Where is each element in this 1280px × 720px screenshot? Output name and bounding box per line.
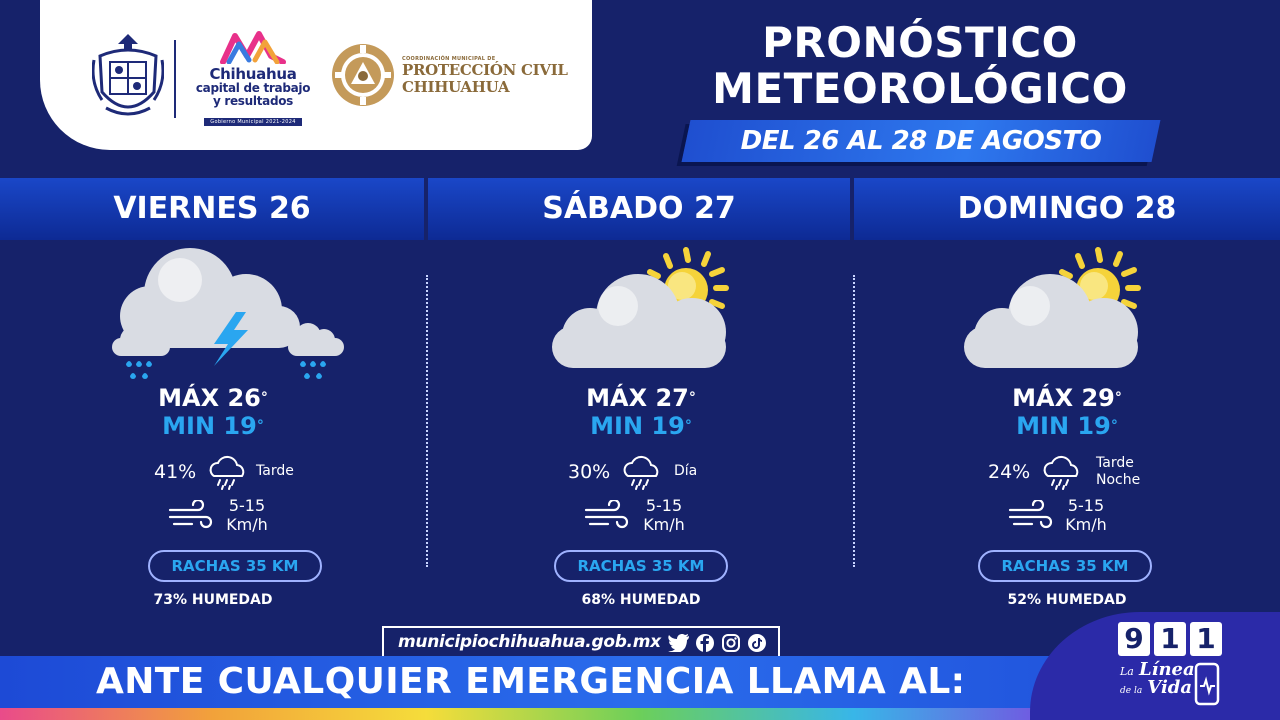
temp-max: MÁX 29° [1012,384,1122,412]
phone-icon [1192,662,1222,706]
rain-row [0,452,426,492]
twitter-icon[interactable] [668,634,690,652]
gusts-badge: RACHAS 35 KM [148,550,322,582]
pc-line-2: CHIHUAHUA [402,78,510,96]
website-box[interactable] [382,626,780,658]
chihuahua-mountains-icon [219,30,287,64]
chihuahua-name: Chihuahua [209,65,297,83]
wind-icon [168,500,214,532]
temp-max: MÁX 26° [158,384,268,412]
rain-row [428,452,854,492]
wind-row [428,494,854,538]
rain-time: Tarde [256,463,294,479]
rain-cloud-icon [620,454,664,490]
gusts-badge: RACHAS 35 KM [554,550,728,582]
humidity: 68% HUMEDAD [581,592,701,608]
wind-speed: 5-15 Km/h [226,496,268,534]
logo-panel [40,0,592,150]
digit-1: 1 [1190,622,1222,656]
wind-speed: 5-15 Km/h [1065,496,1107,534]
chihuahua-tagline-1: capital de trabajo [195,81,311,95]
rain-percent: 41% [154,461,197,483]
rain-time: Día [674,463,698,479]
title-line-1: PRONÓSTICO [762,18,1078,67]
day-column-viernes [0,240,426,630]
pc-small-label: COORDINACIÓN MUNICIPAL DE [402,56,496,62]
temp-min: MIN 19° [1016,412,1118,440]
day-column-domingo [854,240,1280,630]
day-header-viernes: VIERNES 26 [0,178,424,240]
proteccion-civil-text [402,56,592,96]
linea-vida-text: La Línea de la Vida [1120,659,1195,698]
partly-cloudy-icon [854,240,1280,390]
wind-row [0,494,426,538]
website-link[interactable]: municipiochihuahua.gob.mx [398,632,661,652]
pc-line-1: PROTECCIÓN CIVIL [402,61,568,79]
rain-cloud-icon [1040,454,1084,490]
temp-min: MIN 19° [590,412,692,440]
chihuahua-gov: Gobierno Municipal 2021-2024 [204,118,301,126]
emergency-text: ANTE CUALQUIER EMERGENCIA LLAMA AL: [96,661,966,702]
rain-percent: 30% [568,461,611,483]
instagram-icon[interactable] [722,634,740,652]
day-column-sabado [428,240,854,630]
storm-cloud-icon [0,240,426,390]
city-seal-icon [92,30,164,122]
tiktok-icon[interactable] [748,634,766,652]
wind-icon [584,500,630,532]
day-header-sabado: SÁBADO 27 [428,178,850,240]
chihuahua-tagline-2: y resultados [212,94,294,108]
partly-cloudy-icon [428,240,854,390]
wind-row [854,494,1280,538]
humidity: 52% HUMEDAD [1007,592,1127,608]
temp-min: MIN 19° [162,412,264,440]
date-range: DEL 26 AL 28 DE AGOSTO [740,126,1102,156]
gusts-badge: RACHAS 35 KM [978,550,1152,582]
wind-icon [1008,500,1054,532]
rain-row [854,452,1280,492]
page-title [640,20,1200,112]
logo-divider [174,40,176,118]
wind-speed: 5-15 Km/h [643,496,685,534]
temp-max: MÁX 27° [586,384,696,412]
humidity: 73% HUMEDAD [153,592,273,608]
rain-time: Tarde Noche [1096,455,1141,488]
proteccion-civil-emblem-icon [330,42,396,108]
day-header-domingo: DOMINGO 28 [854,178,1280,240]
rain-cloud-icon [206,454,250,490]
digit-9: 9 [1118,622,1150,656]
title-line-2: METEOROLÓGICO [712,64,1128,113]
chihuahua-logo [188,30,318,130]
digit-1: 1 [1154,622,1186,656]
rain-percent: 24% [988,461,1031,483]
facebook-icon[interactable] [696,634,714,652]
